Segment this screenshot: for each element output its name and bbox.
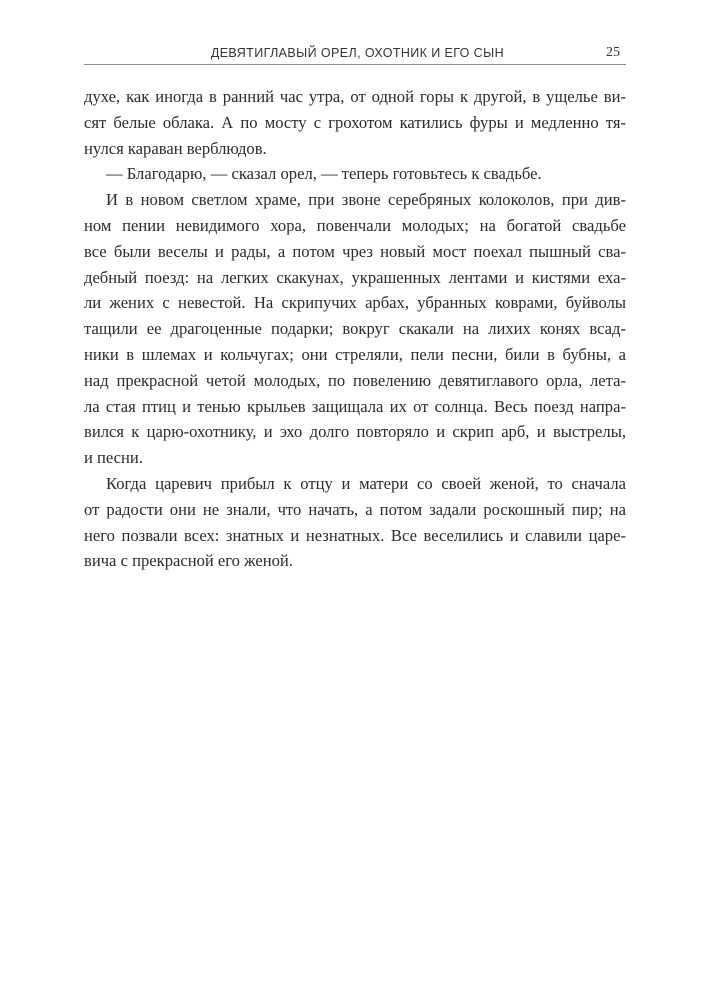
text-line: ли жених с невестой. На скрипучих арбах, убранных коврами, буйволы — [84, 293, 626, 313]
paragraph-4 — [84, 471, 626, 574]
text-line: ники в шлемах и кольчугах; они стреляли, пели песни, били в бубны, а — [84, 344, 626, 364]
text-line: сят белые облака. А по мосту с грохотом катились фуры и медленно тя- — [84, 112, 626, 132]
text-line: и песни. — [84, 448, 143, 468]
page-number: 25 — [606, 45, 620, 60]
text-line: дебный поезд: на легких скакунах, украшенных лентами и кистями еха- — [84, 267, 626, 287]
header-rule — [84, 64, 626, 65]
text-line: все были веселы и рады, а потом чрез новый мост поехал пышный сва- — [84, 241, 626, 261]
running-head — [84, 42, 626, 68]
text-line: нулся караван верблюдов. — [84, 138, 267, 158]
running-title: ДЕВЯТИГЛАВЫЙ ОРЕЛ, ОХОТНИК И ЕГО СЫН — [210, 46, 504, 60]
paragraph-1 — [84, 84, 626, 161]
paragraph-3 — [84, 187, 626, 471]
text-line: — Благодарю, — сказал орел, — теперь готовьтесь к свадьбе. — [106, 164, 542, 184]
text-line: вился к царю-охотнику, и эхо долго повторяло и скрип арб, и выстрелы, — [84, 422, 626, 442]
text-line: Когда царевич прибыл к отцу и матери со своей женой, то сначала — [106, 473, 626, 493]
text-line: от радости они не знали, что начать, а потом задали роскошный пир; на — [84, 499, 626, 519]
text-line: тащили ее драгоценные подарки; вокруг скакали на лихих конях всад- — [84, 319, 626, 339]
text-line: ла стая птиц и тенью крыльев защищала их от солнца. Весь поезд напра- — [84, 396, 626, 416]
text-line: него позвали всех: знатных и незнатных. Все веселились и славили царе- — [84, 525, 626, 545]
body-text — [84, 84, 626, 574]
text-line: ном пении невидимого хора, повенчали молодых; на богатой свадьбе — [84, 215, 626, 235]
paragraph-2 — [84, 161, 626, 187]
text-line: над прекрасной четой молодых, по повелению девятиглавого орла, лета- — [84, 370, 626, 390]
text-line: И в новом светлом храме, при звоне серебряных колоколов, при див- — [106, 190, 626, 210]
text-line: вича с прекрасной его женой. — [84, 551, 293, 571]
text-line: духе, как иногда в ранний час утра, от одной горы к другой, в ущелье ви- — [84, 87, 626, 106]
